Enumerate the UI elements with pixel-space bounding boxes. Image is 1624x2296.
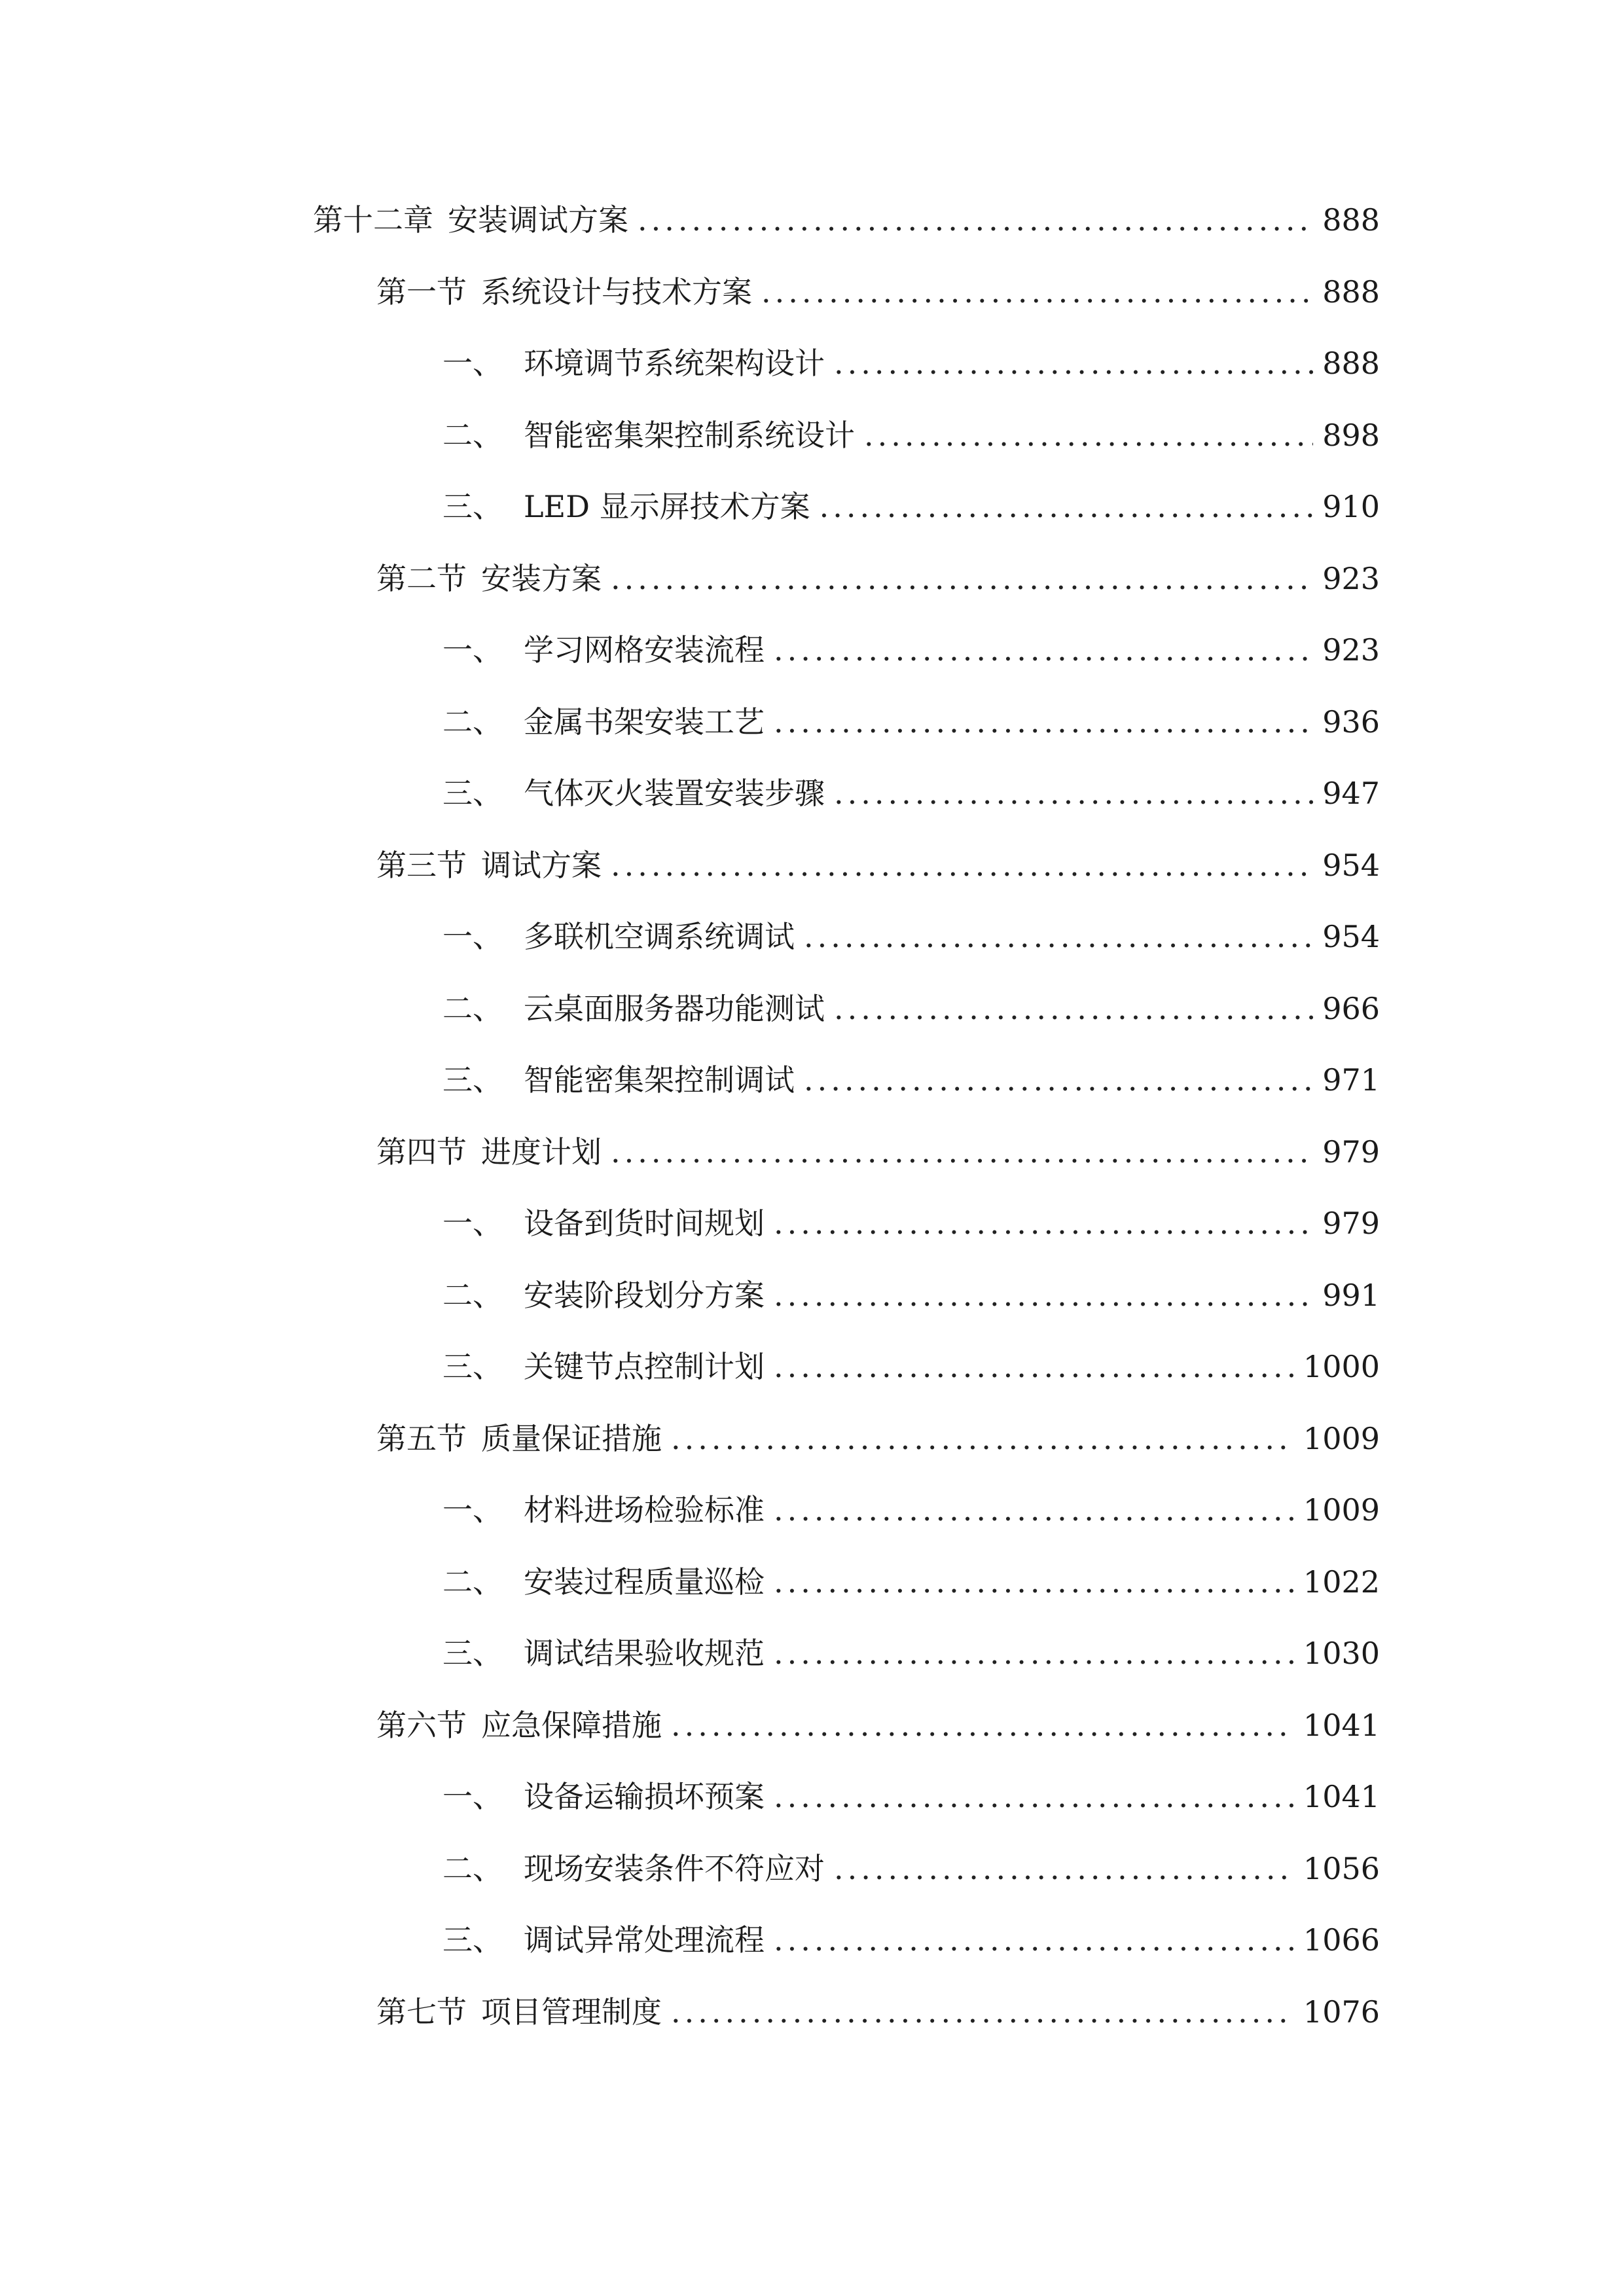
toc-entry-subsection[interactable] xyxy=(442,1842,1380,1895)
toc-entry-page-number: 1000 xyxy=(1303,1349,1380,1384)
toc-entry-title: 项目管理制度 xyxy=(481,1994,662,2030)
toc-entry-title: 调试方案 xyxy=(481,848,602,883)
dot-leader xyxy=(774,1627,1294,1679)
toc-entry-subsection[interactable] xyxy=(442,480,1380,533)
toc-entry-prefix: 三、 xyxy=(442,1062,503,1098)
dot-leader xyxy=(774,1770,1294,1823)
toc-entry-page-number: 923 xyxy=(1322,561,1380,596)
toc-entry-section-5[interactable] xyxy=(376,1412,1380,1465)
dot-leader xyxy=(834,1842,1294,1895)
toc-entry-section-7[interactable] xyxy=(376,1986,1380,2038)
toc-entry-prefix: 第三节 xyxy=(376,848,467,883)
dot-leader xyxy=(774,1484,1294,1536)
toc-entry-prefix: 第二节 xyxy=(376,561,467,596)
dot-leader xyxy=(820,480,1314,533)
toc-entry-subsection[interactable] xyxy=(442,696,1380,748)
toc-entry-prefix: 一、 xyxy=(442,632,503,668)
toc-entry-section-4[interactable] xyxy=(376,1126,1380,1178)
toc-entry-title: 多联机空调系统调试 xyxy=(524,919,795,954)
dot-leader xyxy=(774,1197,1313,1249)
toc-entry-prefix: 二、 xyxy=(442,991,503,1026)
toc-entry-title: 学习网格安装流程 xyxy=(524,632,765,668)
toc-entry-page-number: 1041 xyxy=(1303,1708,1380,1743)
toc-entry-prefix: 三、 xyxy=(442,1636,503,1671)
toc-entry-section-3[interactable] xyxy=(376,839,1380,891)
toc-entry-page-number: 888 xyxy=(1322,346,1380,381)
toc-entry-prefix: 三、 xyxy=(442,489,503,524)
dot-leader xyxy=(834,767,1313,819)
dot-leader xyxy=(671,1699,1294,1751)
toc-entry-prefix: 一、 xyxy=(442,919,503,954)
toc-entry-page-number: 923 xyxy=(1322,632,1380,668)
dot-leader xyxy=(774,1340,1294,1393)
toc-entry-title: 金属书架安装工艺 xyxy=(524,704,765,740)
toc-entry-title: 质量保证措施 xyxy=(481,1421,662,1456)
dot-leader xyxy=(774,1556,1294,1608)
toc-entry-prefix: 一、 xyxy=(442,1492,503,1528)
toc-entry-page-number: 1041 xyxy=(1303,1779,1380,1814)
dot-leader xyxy=(804,910,1313,963)
toc-entry-prefix: 第五节 xyxy=(376,1421,467,1456)
dot-leader xyxy=(774,1914,1294,1966)
toc-entry-subsection[interactable] xyxy=(442,1054,1380,1106)
toc-entry-prefix: 三、 xyxy=(442,1922,503,1958)
toc-entry-title: 调试结果验收规范 xyxy=(524,1636,765,1671)
dot-leader xyxy=(804,1054,1313,1106)
dot-leader xyxy=(611,1126,1313,1178)
toc-entry-prefix: 二、 xyxy=(442,1564,503,1600)
toc-entry-section-6[interactable] xyxy=(376,1699,1380,1751)
dot-leader xyxy=(774,624,1313,676)
toc-entry-page-number: 888 xyxy=(1322,202,1380,238)
toc-entry-subsection[interactable] xyxy=(442,1770,1380,1823)
toc-entry-page-number: 954 xyxy=(1322,919,1380,954)
toc-entry-title: 设备到货时间规划 xyxy=(524,1206,765,1241)
toc-entry-title: 关键节点控制计划 xyxy=(524,1349,765,1384)
toc-entry-page-number: 966 xyxy=(1322,991,1380,1026)
toc-entry-page-number: 947 xyxy=(1322,776,1380,811)
toc-entry-title: 现场安装条件不符应对 xyxy=(524,1851,825,1886)
toc-entry-subsection[interactable] xyxy=(442,1340,1380,1393)
toc-entry-title: 材料进场检验标准 xyxy=(524,1492,765,1528)
toc-entry-page-number: 1009 xyxy=(1303,1421,1380,1456)
toc-entry-page-number: 898 xyxy=(1322,418,1380,453)
dot-leader xyxy=(834,337,1313,389)
toc-entry-subsection[interactable] xyxy=(442,1914,1380,1966)
toc-entry-page-number: 1056 xyxy=(1303,1851,1380,1886)
toc-entry-subsection[interactable] xyxy=(442,624,1380,676)
toc-entry-page-number: 1022 xyxy=(1303,1564,1380,1600)
toc-entry-prefix: 第七节 xyxy=(376,1994,467,2030)
toc-entry-title: 调试异常处理流程 xyxy=(524,1922,765,1958)
toc-entry-prefix: 第一节 xyxy=(376,274,467,310)
toc-entry-page-number: 910 xyxy=(1322,489,1380,524)
toc-entry-page-number: 954 xyxy=(1322,848,1380,883)
toc-entry-title: 安装方案 xyxy=(481,561,602,596)
toc-entry-title: 气体灭火装置安装步骤 xyxy=(524,776,825,811)
toc-entry-page-number: 888 xyxy=(1322,274,1380,310)
toc-entry-prefix: 一、 xyxy=(442,1206,503,1241)
dot-leader xyxy=(774,696,1313,748)
toc-entry-subsection[interactable] xyxy=(442,1197,1380,1249)
dot-leader xyxy=(761,266,1313,318)
toc-entry-prefix: 二、 xyxy=(442,418,503,453)
toc-entry-prefix: 一、 xyxy=(442,1779,503,1814)
toc-entry-title: 设备运输损坏预案 xyxy=(524,1779,765,1814)
toc-entry-prefix: 第四节 xyxy=(376,1134,467,1170)
toc-entry-title: 系统设计与技术方案 xyxy=(481,274,752,310)
toc-entry-subsection[interactable] xyxy=(442,409,1380,461)
toc-entry-prefix: 二、 xyxy=(442,704,503,740)
toc-entry-title: 安装过程质量巡检 xyxy=(524,1564,765,1600)
toc-entry-section-2[interactable] xyxy=(376,552,1380,605)
toc-entry-page-number: 1009 xyxy=(1303,1492,1380,1528)
toc-entry-prefix: 第六节 xyxy=(376,1708,467,1743)
toc-entry-title: 智能密集架控制调试 xyxy=(524,1062,795,1098)
toc-entry-subsection[interactable] xyxy=(442,767,1380,819)
toc-entry-page-number: 1030 xyxy=(1303,1636,1380,1671)
toc-entry-page-number: 971 xyxy=(1322,1062,1380,1098)
toc-entry-page-number: 1076 xyxy=(1303,1994,1380,2030)
toc-entry-page-number: 991 xyxy=(1322,1278,1380,1313)
dot-leader xyxy=(774,1269,1313,1321)
toc-entry-prefix: 第十二章 xyxy=(313,202,433,238)
toc-entry-title: 智能密集架控制系统设计 xyxy=(524,418,855,453)
toc-entry-title: 安装调试方案 xyxy=(448,202,628,238)
toc-entry-prefix: 二、 xyxy=(442,1278,503,1313)
toc-entry-section-1[interactable] xyxy=(376,266,1380,318)
dot-leader xyxy=(638,194,1313,246)
toc-entry-prefix: 三、 xyxy=(442,776,503,811)
dot-leader xyxy=(611,839,1313,891)
toc-entry-subsection[interactable] xyxy=(442,1627,1380,1679)
toc-entry-title: 云桌面服务器功能测试 xyxy=(524,991,825,1026)
toc-entry-page-number: 979 xyxy=(1322,1206,1380,1241)
toc-entry-subsection[interactable] xyxy=(442,1269,1380,1321)
toc-entry-title: LED 显示屏技术方案 xyxy=(524,489,810,524)
toc-entry-page-number: 1066 xyxy=(1303,1922,1380,1958)
toc-entry-page-number: 936 xyxy=(1322,704,1380,740)
toc-entry-page-number: 979 xyxy=(1322,1134,1380,1170)
toc-entry-prefix: 二、 xyxy=(442,1851,503,1886)
toc-entry-chapter-12[interactable] xyxy=(313,194,1380,246)
dot-leader xyxy=(611,552,1313,605)
dot-leader xyxy=(671,1986,1294,2038)
toc-entry-title: 进度计划 xyxy=(481,1134,602,1170)
toc-entry-prefix: 一、 xyxy=(442,346,503,381)
toc-entry-subsection[interactable] xyxy=(442,1556,1380,1608)
dot-leader xyxy=(864,409,1313,461)
toc-entry-subsection[interactable] xyxy=(442,982,1380,1035)
toc-entry-subsection[interactable] xyxy=(442,1484,1380,1536)
toc-entry-title: 应急保障措施 xyxy=(481,1708,662,1743)
toc-entry-title: 环境调节系统架构设计 xyxy=(524,346,825,381)
toc-entry-subsection[interactable] xyxy=(442,337,1380,389)
dot-leader xyxy=(671,1412,1294,1465)
toc-entry-title: 安装阶段划分方案 xyxy=(524,1278,765,1313)
toc-entry-subsection[interactable] xyxy=(442,910,1380,963)
toc-entry-prefix: 三、 xyxy=(442,1349,503,1384)
dot-leader xyxy=(834,982,1313,1035)
